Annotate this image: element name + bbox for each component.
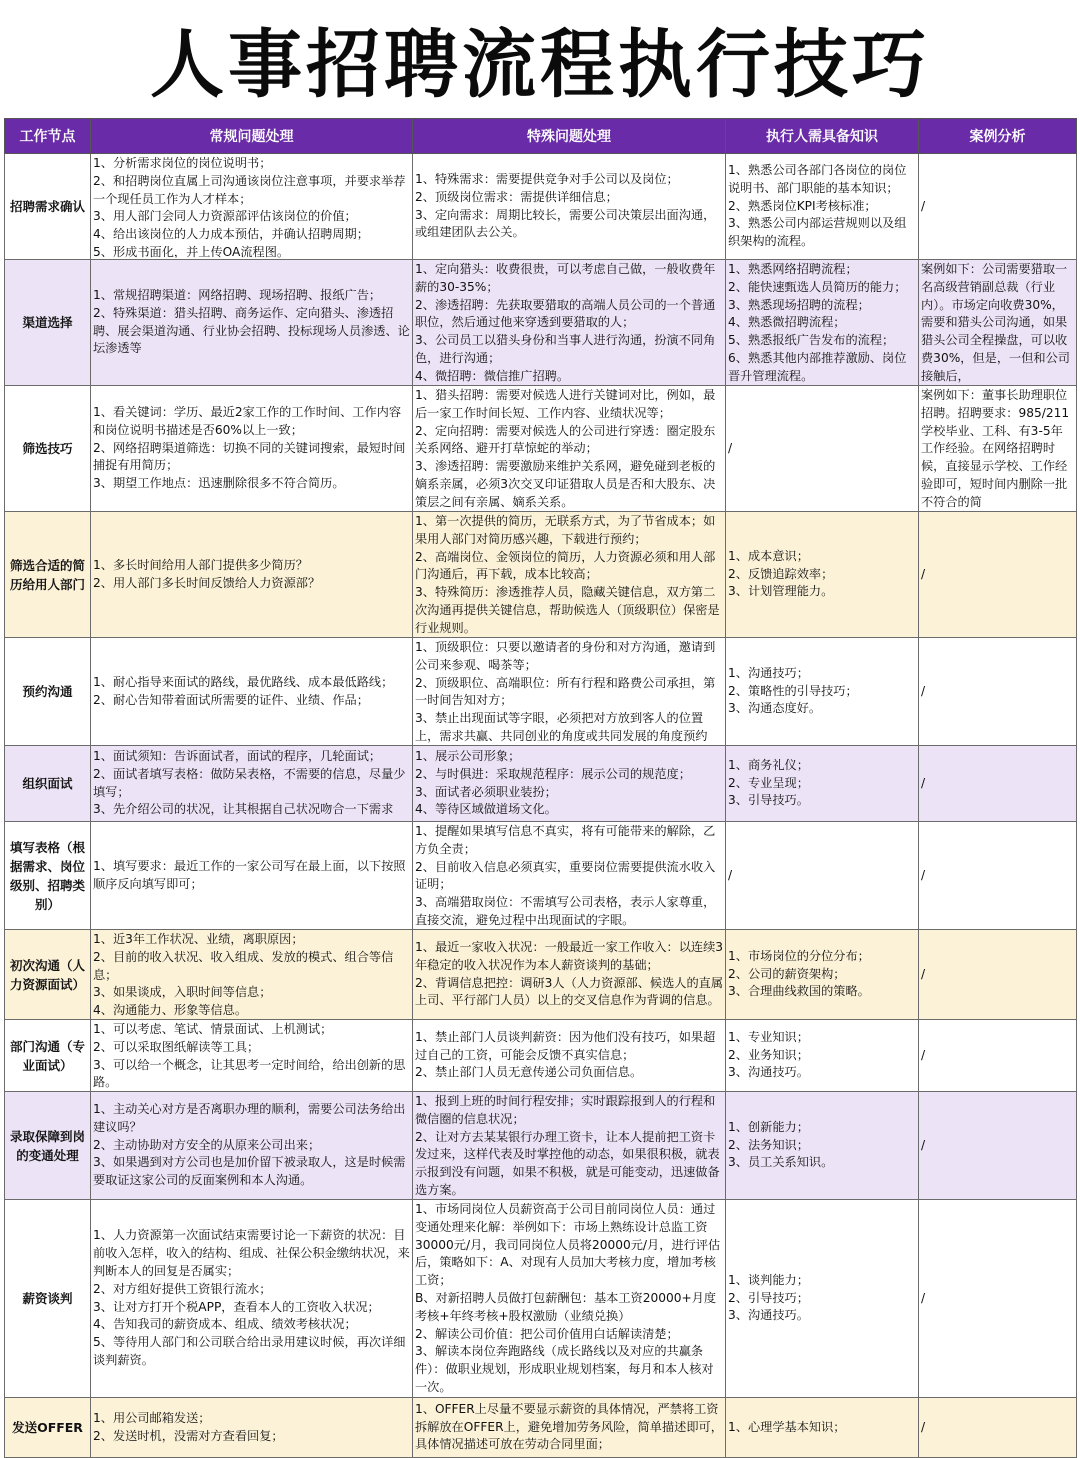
knowledge-cell-text: 1、心理学基本知识； <box>728 1419 846 1434</box>
special-cell <box>413 930 726 1020</box>
table-row <box>5 154 1077 260</box>
case-cell-text: 案例如下：董事长助理职位招聘。招聘要求：985/211学校毕业、工科、有3-5年工作经验。在网络招聘时候，直接显示学校、工作经验即可，短时间内删除一批不符合的简 <box>921 388 1070 509</box>
node-cell <box>5 260 91 386</box>
special-cell-text: 1、猎头招聘：需要对候选人进行关键词对比，例如，最后一家工作时间长短、工作内容、业绩状况等； 2、定向招聘：需要对候选人的公司进行穿透：圈定股东关系网络、避开打草惊蛇的举动； 3、渗透招聘：需要激励来维护关系网，避免碰到老板的嫡系亲属，必须3次交叉印证猎取人员是否和大股东、决策层之间有亲属、嫡系关系。 <box>415 388 716 509</box>
special-cell <box>413 1092 726 1200</box>
case-cell <box>919 930 1077 1020</box>
case-cell-text: / <box>921 198 926 213</box>
node-cell-text: 筛选技巧 <box>22 441 73 456</box>
case-cell <box>919 822 1077 930</box>
special-cell-text: 1、报到上班的时间行程安排；实时跟踪报到人的行程和微信圈的信息状况； 2、让对方去某某银行办理工资卡，让本人提前把工资卡发过来，这样代表及时掌控他的动态，如果很积极，就表示报到没有问题，如果不积极，就是可能变动，迅速做备选方案。 <box>415 1094 720 1197</box>
table-row <box>5 1200 1077 1398</box>
knowledge-cell-text: 1、沟通技巧； 2、策略性的引导技巧； 3、沟通态度好。 <box>728 665 858 716</box>
special-cell <box>413 512 726 638</box>
special-cell <box>413 154 726 260</box>
node-cell <box>5 1200 91 1398</box>
node-cell <box>5 930 91 1020</box>
node-cell <box>5 154 91 260</box>
case-cell-text: / <box>921 566 926 581</box>
knowledge-cell <box>726 386 919 512</box>
node-cell-text: 组织面试 <box>22 776 73 791</box>
case-cell <box>919 746 1077 822</box>
case-cell-text: / <box>921 1290 926 1305</box>
knowledge-cell <box>726 1092 919 1200</box>
special-cell-text: 1、市场同岗位人员薪资高于公司目前同岗位人员：通过变通处理来化解：举例如下：市场上熟练设计总监工资30000元/月，我司同岗位人员将20000元/月，进行评估后，策略如下：A、对现有人员加大考核力度，增加考核工资； B、对新招聘人员做打包薪酬包：基本工资20000+月度考核+年终考核+股权激励（业绩兑换） 2、解读公司价值：把公司价值用白话解读清楚； 3、解读本岗位奔跑路线（成长路线以及对应的共赢条件）：做职业规划，形成职业规划档案，每月和本人核对一次。 <box>415 1202 721 1394</box>
knowledge-cell <box>726 260 919 386</box>
table-row <box>5 260 1077 386</box>
node-cell-text: 薪资谈判 <box>22 1291 73 1306</box>
special-cell-text: 1、提醒如果填写信息不真实，将有可能带来的解除，乙方负全责； 2、目前收入信息必须真实，重要岗位需要提供流水收入证明； 3、高端猎取岗位：不需填写公司表格，表示人家尊重，直接交流，避免过程中出现面试的字眼。 <box>415 824 716 927</box>
case-cell <box>919 154 1077 260</box>
knowledge-cell-text: 1、专业知识； 2、业务知识； 3、沟通技巧。 <box>728 1029 809 1080</box>
table-row <box>5 1020 1077 1092</box>
special-cell-text: 1、展示公司形象； 2、与时俱进：采取规范程序：展示公司的规范度； 3、面试者必须职业装扮； 4、等待区域做道场文化。 <box>415 748 691 817</box>
regular-cell <box>91 1020 413 1092</box>
knowledge-cell <box>726 154 919 260</box>
regular-cell-text: 1、主动关心对方是否离职办理的顺利，需要公司法务给出建议吗？ 2、主动协助对方安全的从原来公司出来； 3、如果遇到对方公司也是加价留下被录取人，这是时候需要取证这家公司的反面案例和本人沟通。 <box>93 1102 406 1188</box>
regular-cell-text: 1、填写要求：最近工作的一家公司写在最上面，以下按照顺序反向填写即可； <box>93 858 406 891</box>
case-cell-text: / <box>921 683 926 698</box>
table-row <box>5 638 1077 746</box>
knowledge-cell-text: 1、谈判能力； 2、引导技巧； 3、沟通技巧。 <box>728 1272 809 1323</box>
regular-cell-text: 1、常规招聘渠道：网络招聘、现场招聘、报纸广告； 2、特殊渠道：猎头招聘、商务运作、定向猎头、渗透招聘、展会渠道沟通、行业协会招聘、投标现场人员渗透、论坛渗透等 <box>93 287 410 356</box>
node-cell-text: 初次沟通（人力资源面试） <box>9 957 85 992</box>
special-cell <box>413 386 726 512</box>
regular-cell-text: 1、多长时间给用人部门提供多少简历？ 2、用人部门多长时间反馈给人力资源部？ <box>93 557 321 590</box>
process-table <box>4 118 1077 1458</box>
header-required-knowledge: 执行人需具备知识 <box>726 119 919 154</box>
node-cell <box>5 1020 91 1092</box>
header-regular-handling: 常规问题处理 <box>91 119 413 154</box>
node-cell <box>5 386 91 512</box>
node-cell <box>5 638 91 746</box>
special-cell-text: 1、OFFER上尽量不要显示薪资的具体情况，严禁将工资拆解放在OFFER上，避免增加劳务风险，简单描述即可，具体情况描述可放在劳动合同里面； <box>415 1401 723 1452</box>
special-cell <box>413 1200 726 1398</box>
node-cell <box>5 746 91 822</box>
case-cell-text: 案例如下：公司需要猎取一名高级营销副总裁（行业内）。市场定向收费30%，需要和猎头公司沟通，如果猎头公司全程操盘，可以收费30%，但是，一但和公司接触后， <box>921 262 1070 383</box>
node-cell <box>5 512 91 638</box>
knowledge-cell <box>726 1020 919 1092</box>
regular-cell-text: 1、用公司邮箱发送； 2、发送时机，没需对方查看回复； <box>93 1410 284 1443</box>
node-cell-text: 填写表格（根据需求、岗位级别、招聘类别） <box>9 839 85 912</box>
regular-cell <box>91 822 413 930</box>
table-row <box>5 386 1077 512</box>
knowledge-cell <box>726 930 919 1020</box>
case-cell-text: / <box>921 1419 926 1434</box>
case-cell-text: / <box>921 1137 926 1152</box>
case-cell <box>919 1200 1077 1398</box>
special-cell <box>413 638 726 746</box>
node-cell <box>5 1092 91 1200</box>
knowledge-cell <box>726 512 919 638</box>
table-row <box>5 822 1077 930</box>
knowledge-cell <box>726 1398 919 1458</box>
special-cell-text: 1、顶级职位：只要以邀请者的身份和对方沟通，邀请到公司来参观、喝茶等； 2、顶级职位、高端职位：所有行程和路费公司承担，第一时间告知对方； 3、禁止出现面试等字眼，必须把对方放到客人的位置上，需求共赢、共同创业的角度或共同发展的角度预约 <box>415 640 716 743</box>
knowledge-cell-text: / <box>728 867 733 882</box>
case-cell <box>919 386 1077 512</box>
regular-cell-text: 1、近3年工作状况、业绩，离职原因； 2、目前的收入状况、收入组成、发放的模式、组合等信息； 3、如果谈成，入职时间等信息； 4、沟通能力、形象等信息。 <box>93 932 394 1018</box>
case-cell <box>919 512 1077 638</box>
case-cell-text: / <box>921 966 926 981</box>
table-row <box>5 930 1077 1020</box>
node-cell <box>5 822 91 930</box>
case-cell <box>919 1020 1077 1092</box>
knowledge-cell-text: 1、创新能力； 2、法务知识； 3、员工关系知识。 <box>728 1119 834 1170</box>
case-cell-text: / <box>921 1047 926 1062</box>
case-cell-text: / <box>921 775 926 790</box>
regular-cell-text: 1、可以考虑、笔试、情景面试、上机测试； 2、可以采取图纸解读等工具； 3、可以给一个概念，让其思考一定时间给，给出创新的思路。 <box>93 1022 406 1090</box>
knowledge-cell <box>726 1200 919 1398</box>
node-cell <box>5 1398 91 1458</box>
special-cell <box>413 1020 726 1092</box>
regular-cell <box>91 512 413 638</box>
page-title: 人事招聘流程执行技巧 <box>150 22 930 108</box>
regular-cell <box>91 1092 413 1200</box>
node-cell-text: 招聘需求确认 <box>9 199 85 214</box>
knowledge-cell <box>726 638 919 746</box>
special-cell <box>413 746 726 822</box>
header-special-handling: 特殊问题处理 <box>413 119 726 154</box>
regular-cell-text: 1、耐心指导来面试的路线，最优路线、成本最低路线； 2、耐心告知带着面试所需要的证件、业绩、作品； <box>93 674 394 707</box>
node-cell-text: 渠道选择 <box>22 315 73 330</box>
regular-cell <box>91 930 413 1020</box>
regular-cell <box>91 746 413 822</box>
table-row <box>5 1398 1077 1458</box>
case-cell <box>919 1092 1077 1200</box>
special-cell <box>413 822 726 930</box>
regular-cell-text: 1、面试须知：告诉面试者，面试的程序，几轮面试； 2、面试者填写表格：做防呆表格，不需要的信息，尽量少填写； 3、先介绍公司的状况，让其根据自己状况吻合一下需求 <box>93 748 406 817</box>
node-cell-text: 部门沟通（专业面试） <box>9 1038 85 1073</box>
special-cell-text: 1、第一次提供的简历，无联系方式，为了节省成本；如果用人部门对简历感兴趣，下载进行预约； 2、高端岗位、金领岗位的简历，人力资源必须和用人部门沟通后，再下载，成本比较高； 3、特殊简历：渗透推荐人员，隐藏关键信息，双方第二次沟通再提供关键信息，帮助候选人（顶级职位）保密是行业规则。 <box>415 514 720 635</box>
node-cell-text: 预约沟通 <box>22 684 73 699</box>
table-row <box>5 1092 1077 1200</box>
node-cell-text: 录取保障到岗的变通处理 <box>9 1128 85 1163</box>
header-case-analysis: 案例分析 <box>919 119 1077 154</box>
regular-cell-text: 1、人力资源第一次面试结束需要讨论一下薪资的状况：目前收入怎样，收入的结构、组成、社保公积金缴纳状况，来判断本人的回复是否属实； 2、对方组好提供工资银行流水； 3、让对方打开个税APP，查看本人的工资收入状况； 4、告知我司的薪资成本、组成、绩效考核状况； 5、等待用人部门和公司联合给出录用建议时候，再次详细谈判薪资。 <box>93 1228 410 1367</box>
regular-cell-text: 1、分析需求岗位的岗位说明书； 2、和招聘岗位直属上司沟通该岗位注意事项，并要求举荐一个现任员工作为人才样本； 3、用人部门会同人力资源部评估该岗位的价值； 4、给出该岗位的人力成本预估，并确认招聘周期； 5、形成书面化，并上传OA流程图。 <box>93 156 406 258</box>
title-banner <box>0 0 1080 118</box>
regular-cell <box>91 260 413 386</box>
knowledge-cell-text: 1、成本意识； 2、反馈追踪效率； 3、计划管理能力。 <box>728 548 834 599</box>
regular-cell <box>91 154 413 260</box>
knowledge-cell <box>726 746 919 822</box>
regular-cell <box>91 386 413 512</box>
regular-cell <box>91 1398 413 1458</box>
table-row <box>5 512 1077 638</box>
case-cell <box>919 638 1077 746</box>
case-cell <box>919 1398 1077 1458</box>
regular-cell <box>91 638 413 746</box>
knowledge-cell-text: 1、熟悉网络招聘流程； 2、能快速甄选人员简历的能力； 3、熟悉现场招聘的流程； 4、熟悉微招聘流程； 5、熟悉报纸广告发布的流程； 6、熟悉其他内部推荐激励、岗位晋升管理流程。 <box>728 262 907 383</box>
knowledge-cell-text: / <box>728 440 733 455</box>
knowledge-cell-text: 1、商务礼仪； 2、专业呈现； 3、引导技巧。 <box>728 757 809 808</box>
table-row <box>5 746 1077 822</box>
knowledge-cell-text: 1、市场岗位的分位分布； 2、公司的薪资架构； 3、合理曲线救国的策略。 <box>728 948 870 999</box>
node-cell-text: 发送OFFER <box>12 1420 83 1435</box>
regular-cell <box>91 1200 413 1398</box>
node-cell-text: 筛选合适的简历给用人部门 <box>9 557 85 592</box>
special-cell <box>413 260 726 386</box>
header-work-node: 工作节点 <box>5 119 91 154</box>
case-cell-text: / <box>921 867 926 882</box>
special-cell-text: 1、特殊需求：需要提供竞争对手公司以及岗位； 2、顶级岗位需求：需提供详细信息； 3、定向需求：周期比较长，需要公司决策层出面沟通，或组建团队去公关。 <box>415 171 716 240</box>
special-cell <box>413 1398 726 1458</box>
case-cell <box>919 260 1077 386</box>
knowledge-cell-text: 1、熟悉公司各部门各岗位的岗位说明书、部门职能的基本知识； 2、熟悉岗位KPI考核标准； 3、熟悉公司内部运营规则以及组织架构的流程。 <box>728 163 907 249</box>
special-cell-text: 1、最近一家收入状况：一般最近一家工作收入：以连续3年稳定的收入状况作为本人薪资谈判的基础； 2、背调信息把控：调研3人（人力资源部、候选人的直属上司、平行部门人员）以上的交叉信息作为背调的信息。 <box>415 939 723 1008</box>
special-cell-text: 1、定向猎头：收费很贵，可以考虑自己做，一般收费年薪的30-35%； 2、渗透招聘：先获取要猎取的高端人员公司的一个普通职位，然后通过他来穿透到要猎取的人； 3、公司员工以猎头身份和当事人进行沟通，扮演不同角色，进行沟通； 4、微招聘：微信推广招聘。 <box>415 262 716 383</box>
special-cell-text: 1、禁止部门人员谈判薪资：因为他们没有技巧，如果超过自己的工资，可能会反馈不真实信息； 2、禁止部门人员无意传递公司负面信息。 <box>415 1029 716 1080</box>
regular-cell-text: 1、看关键词：学历、最近2家工作的工作时间、工作内容和岗位说明书描述是否60%以上一致； 2、网络招聘渠道筛选：切换不同的关键词搜索，最短时间捕捉有用简历； 3、期望工作地点：迅速删除很多不符合简历。 <box>93 405 406 491</box>
table-header-row <box>5 119 1077 154</box>
knowledge-cell <box>726 822 919 930</box>
